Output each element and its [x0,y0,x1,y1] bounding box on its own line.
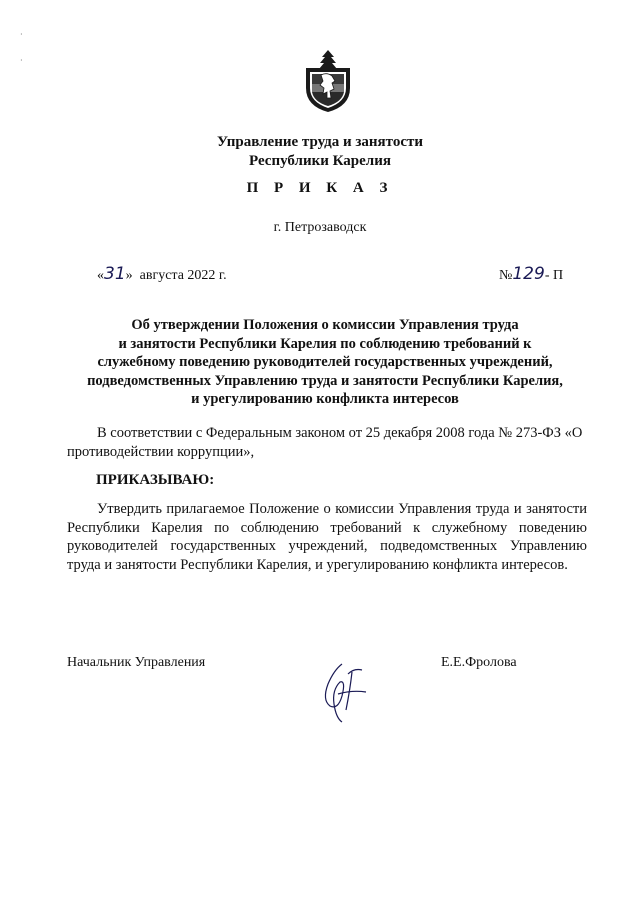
order-number [499,264,563,284]
order-body-paragraph: Утвердить прилагаемое Положение о комиссии Управления труда и занятости Республики Карелия по соблюдению требований к служебному поведению руководителей государственных учреждений, подведомственных Управлению труда и занятости Республики Карелия, и урегулированию конфликта интересов. [67,501,587,573]
signatory-name: Е.Е.Фролова [441,655,517,670]
scan-mark: · [20,56,23,65]
date-open-quote: « [97,268,104,283]
date-month-year: августа 2022 г. [139,268,227,283]
order-date [97,264,227,284]
subject-line: и урегулированию конфликта интересов [191,391,459,408]
handwritten-signature-icon [312,660,374,724]
subject-line: подведомственных Управлению труда и занятости Республики Карелия, [87,372,563,389]
karelia-coat-of-arms-icon [302,48,354,114]
subject-line: и занятости Республики Карелия по соблюдению требований к [118,335,532,352]
date-day-handwritten: 31 [104,264,126,284]
organization-name-line2: Республики Карелия [249,153,391,169]
preamble-paragraph: В соответствии с Федеральным законом от 25 декабря 2008 года № 273-ФЗ «О противодействии коррупции», [67,425,583,460]
scan-mark: · [20,30,23,39]
signatory-position: Начальник Управления [67,655,206,670]
subject-line: Об утверждении Положения о комиссии Управления труда [131,317,519,333]
number-value-handwritten: 129 [512,264,545,284]
date-close-quote: » [125,268,133,283]
order-word: ПРИКАЗЫВАЮ: [96,472,215,488]
number-suffix: - П [544,268,564,283]
organization-name-line1: Управление труда и занятости [216,134,424,150]
number-prefix: № [499,268,513,283]
city: г. Петрозаводск [273,220,367,235]
document-type-title: П Р И К А З [246,180,394,196]
order-subject [60,316,590,409]
subject-line: служебному поведению руководителей государственных учреждений, [97,354,553,371]
